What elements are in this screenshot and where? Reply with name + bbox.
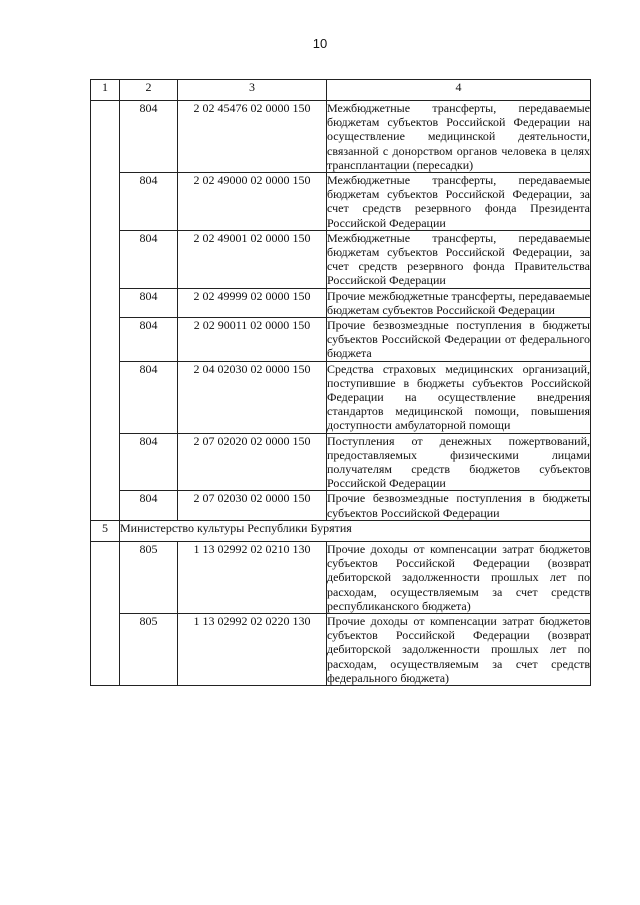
budget-classification-code-cell: 2 07 02030 02 0000 150 bbox=[178, 491, 327, 520]
table-row bbox=[91, 491, 591, 520]
admin-code-cell: 804 bbox=[120, 173, 178, 231]
budget-classification-code-cell: 1 13 02992 02 0220 130 bbox=[178, 613, 327, 685]
revenue-description-cell: Поступления от денежных пожертвований, предоставляемых физическими лицами получателям средств бюджетов субъектов Российской Федерации bbox=[327, 433, 590, 491]
budget-classification-code-cell: 2 02 90011 02 0000 150 bbox=[178, 318, 327, 362]
revenue-description-cell: Прочие безвозмездные поступления в бюджеты субъектов Российской Федерации bbox=[327, 491, 590, 520]
ministry-row bbox=[91, 520, 591, 541]
row-number-cell bbox=[91, 101, 120, 521]
page-number: 10 bbox=[312, 36, 328, 51]
budget-classification-code-cell: 1 13 02992 02 0210 130 bbox=[178, 541, 327, 613]
admin-code-cell: 804 bbox=[120, 101, 178, 173]
revenue-description-cell: Межбюджетные трансферты, передаваемые бюджетам субъектов Российской Федерации, за счет средств резервного фонда Президента Российской Федерации bbox=[327, 173, 590, 230]
table-row bbox=[91, 541, 591, 613]
table-row bbox=[91, 230, 591, 288]
table-row bbox=[91, 318, 591, 362]
budget-classification-code-cell: 2 02 49999 02 0000 150 bbox=[178, 288, 327, 317]
table-row bbox=[91, 288, 591, 317]
admin-code-cell: 804 bbox=[120, 230, 178, 288]
revenue-description-cell: Межбюджетные трансферты, передаваемые бюджетам субъектов Российской Федерации, за счет средств резервного фонда Правительства Российской Федерации bbox=[327, 230, 590, 288]
admin-code-cell: 805 bbox=[120, 541, 178, 613]
budget-classification-code-cell: 2 02 49001 02 0000 150 bbox=[178, 230, 327, 288]
revenue-description-cell: Средства страховых медицинских организаций, поступившие в бюджеты субъектов Российской Федерации на осуществление внедрения стандартов медицинской помощи, повышения доступности амбулаторной помощи bbox=[327, 361, 590, 433]
admin-code-cell: 804 bbox=[120, 288, 178, 317]
budget-classification-code-cell: 2 02 49000 02 0000 150 bbox=[178, 173, 327, 231]
revenue-description-cell: Прочие доходы от компенсации затрат бюджетов субъектов Российской Федерации (возврат дебиторской задолженности прошлых лет по расходам, осуществляемым за счет средств республиканского бюджета) bbox=[327, 541, 590, 613]
table-row bbox=[91, 173, 591, 231]
budget-classification-code-cell: 2 02 45476 02 0000 150 bbox=[178, 101, 327, 173]
admin-code-cell: 805 bbox=[120, 613, 178, 685]
admin-code-cell: 804 bbox=[120, 318, 178, 362]
header-cell-4: 4 bbox=[327, 80, 591, 101]
table-row bbox=[91, 433, 591, 491]
revenue-description-cell: Межбюджетные трансферты, передаваемые бюджетам субъектов Российской Федерации на осуществление медицинской деятельности, связанной с донорством органов человека в целях трансплантации (пересадки) bbox=[327, 101, 590, 172]
budget-classification-code-cell: 2 07 02020 02 0000 150 bbox=[178, 433, 327, 491]
admin-code-cell: 804 bbox=[120, 361, 178, 433]
table-row bbox=[91, 361, 591, 433]
budget-classification-code-cell: 2 04 02030 02 0000 150 bbox=[178, 361, 327, 433]
row-number-cell bbox=[91, 541, 120, 685]
revenue-codes-table bbox=[90, 79, 591, 686]
table-row bbox=[91, 613, 591, 685]
table-header-row bbox=[91, 80, 591, 101]
revenue-description-cell: Прочие межбюджетные трансферты, передаваемые бюджетам субъектов Российской Федерации bbox=[327, 288, 590, 317]
section-number-cell: 5 bbox=[91, 520, 120, 541]
header-cell-1: 1 bbox=[91, 80, 120, 101]
admin-code-cell: 804 bbox=[120, 491, 178, 520]
table-row bbox=[91, 101, 591, 173]
admin-code-cell: 804 bbox=[120, 433, 178, 491]
header-cell-3: 3 bbox=[178, 80, 327, 101]
header-cell-2: 2 bbox=[120, 80, 178, 101]
revenue-description-cell: Прочие безвозмездные поступления в бюджеты субъектов Российской Федерации от федерального бюджета bbox=[327, 318, 590, 361]
revenue-description-cell: Прочие доходы от компенсации затрат бюджетов субъектов Российской Федерации (возврат дебиторской задолженности прошлых лет по расходам, осуществляемым за счет средств федерального бюджета) bbox=[327, 613, 590, 685]
ministry-name-cell: Министерство культуры Республики Бурятия bbox=[120, 520, 591, 541]
